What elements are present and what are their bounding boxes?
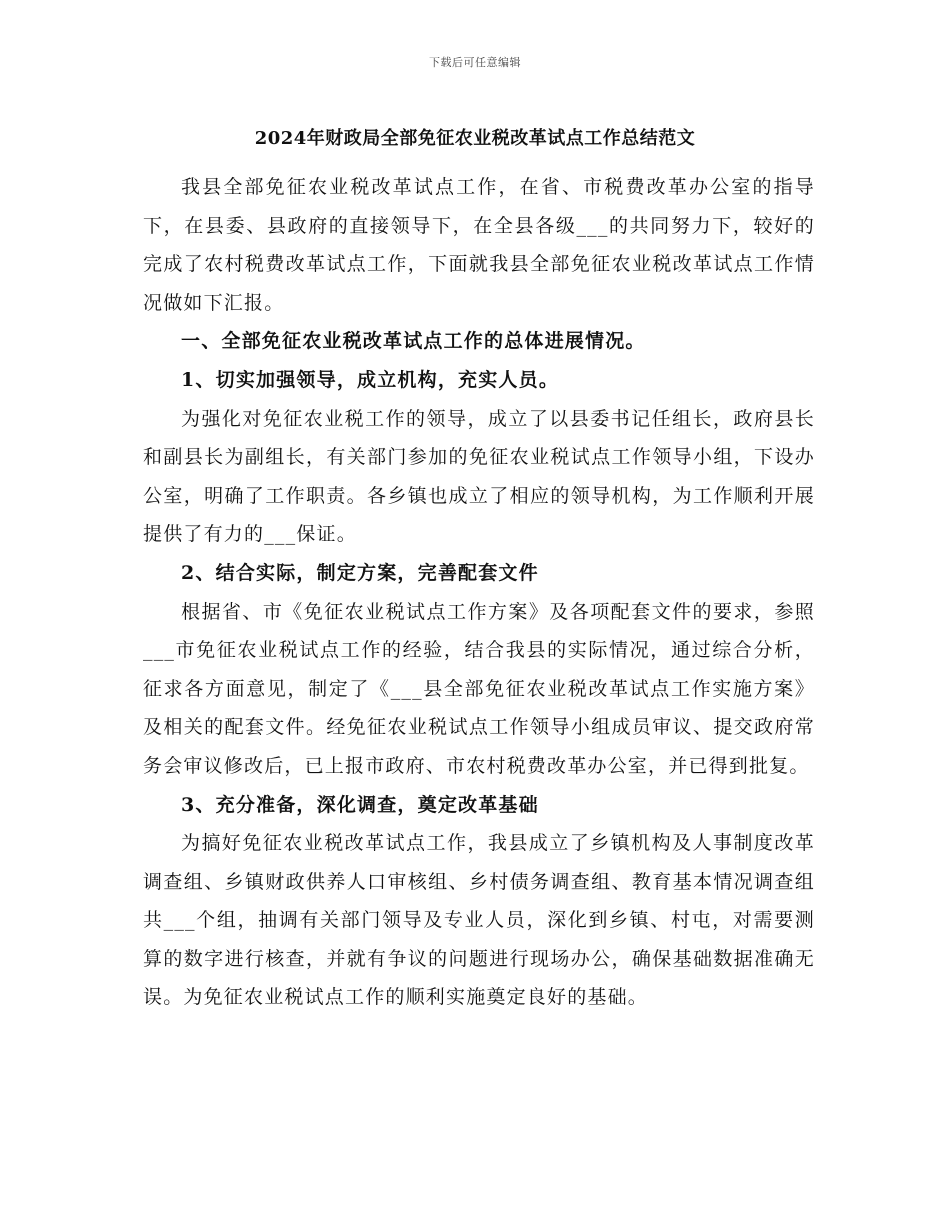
header-note: 下载后可任意编辑	[429, 56, 521, 69]
subsection-heading-3: 3、充分准备，深化调查，奠定改革基础	[181, 793, 539, 816]
paragraph-leadership: 为强化对免征农业税工作的领导，成立了以县委书记任组长，政府县长和副县长为副组长，有关部门参加的免征农业税试点工作领导小组，下设办公室，明确了工作职责。各乡镇也成立了相应的领导机构，为工作顺利开展提供了有力的___保证。	[143, 407, 815, 546]
subsection-heading-2: 2、结合实际，制定方案，完善配套文件	[181, 561, 539, 584]
document-title: 2024年财政局全部免征农业税改革试点工作总结范文	[254, 128, 696, 149]
section-heading-1: 一、全部免征农业税改革试点工作的总体进展情况。	[181, 330, 646, 353]
paragraph-plan: 根据省、市《免征农业税试点工作方案》及各项配套文件的要求，参照___市免征农业税试点工作的经验，结合我县的实际情况，通过综合分析，征求各方面意见，制定了《___县全部免征农业税改革试点工作实施方案》及相关的配套文件。经免征农业税试点工作领导小组成员审议、提交政府常务会审议修改后，已上报市政府、市农村税费改革办公室，并已得到批复。	[143, 600, 815, 777]
document-body	[143, 168, 815, 1017]
paragraph-investigation: 为搞好免征农业税改革试点工作，我县成立了乡镇机构及人事制度改革调查组、乡镇财政供养人口审核组、乡村债务调查组、教育基本情况调查组共___个组，抽调有关部门领导及专业人员，深化到乡镇、村屯，对需要测算的数字进行核查，并就有争议的问题进行现场办公，确保基础数据准确无误。为免征农业税试点工作的顺利实施奠定良好的基础。	[143, 832, 815, 1009]
subsection-heading-1: 1、切实加强领导，成立机构，充实人员。	[181, 368, 560, 391]
paragraph-intro: 我县全部免征农业税改革试点工作，在省、市税费改革办公室的指导下，在县委、县政府的直接领导下，在全县各级___的共同努力下，较好的完成了农村税费改革试点工作，下面就我县全部免征农业税改革试点工作情况做如下汇报。	[143, 176, 815, 314]
